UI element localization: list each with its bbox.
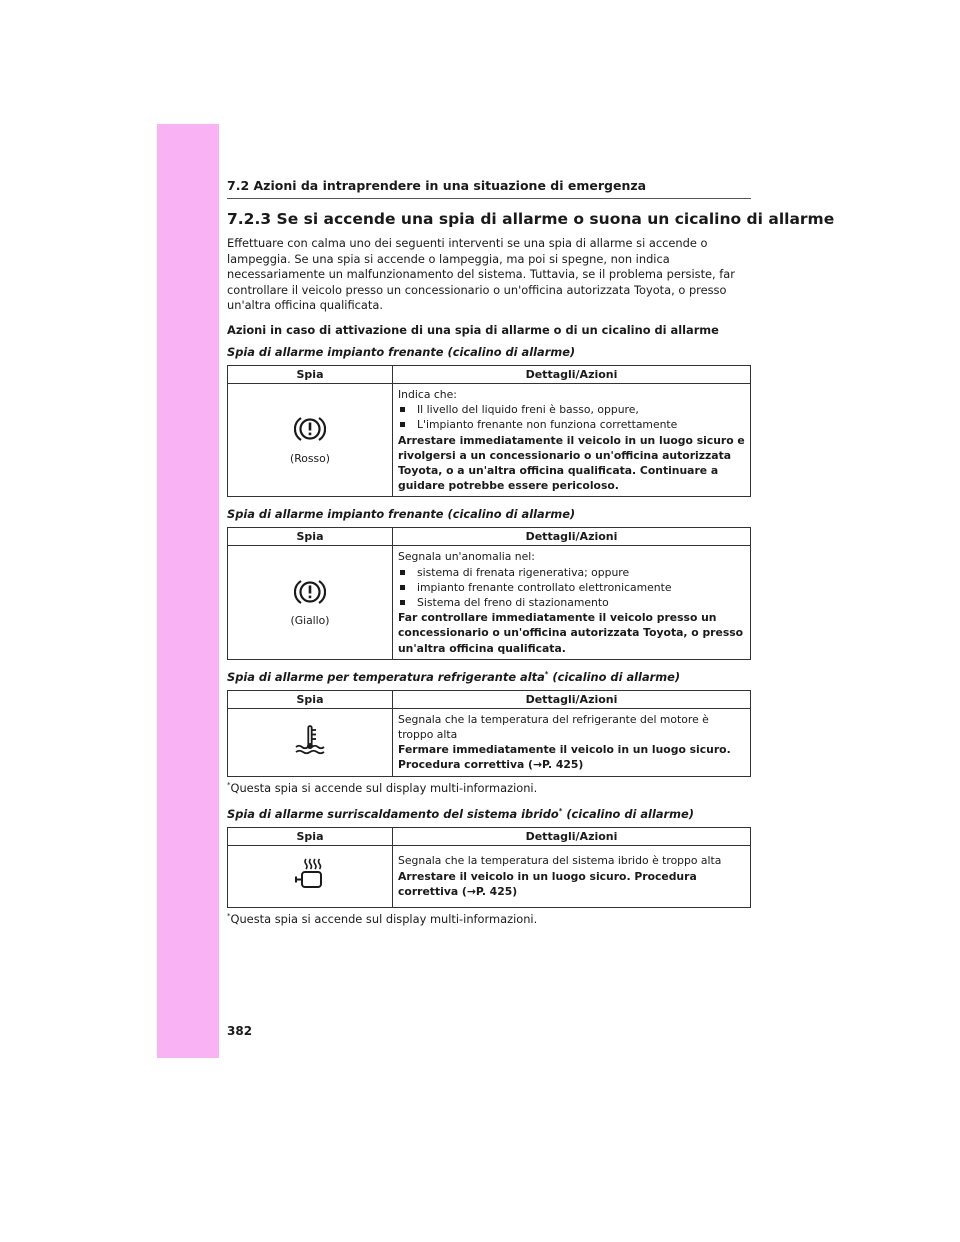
- action-text: Far controllare immediatamente il veicolo presso un concessionario o un'officina autorizzata Toyota, o presso un'altra officina qualificata.: [398, 611, 744, 655]
- table-row: [228, 845, 751, 907]
- col-header-details: Dettagli/Azioni: [393, 827, 751, 845]
- col-header-spia: Spia: [228, 690, 393, 708]
- icon-cell: [228, 708, 393, 776]
- table-caption-brake-red: Spia di allarme impianto frenante (cicalino di allarme): [227, 344, 576, 359]
- brake-red-table: [227, 365, 751, 497]
- page-reference-link[interactable]: →P. 425: [466, 884, 513, 898]
- list-item: sistema di frenata rigenerativa; oppure: [398, 565, 745, 580]
- details-cell: [393, 383, 751, 496]
- col-header-spia: Spia: [228, 827, 393, 845]
- hybrid-overheat-icon: [293, 857, 327, 895]
- section-header: 7.2 Azioni da intraprendere in una situazione di emergenza: [227, 178, 751, 199]
- brake-yellow-table: [227, 527, 751, 659]
- page-content: [227, 178, 835, 938]
- col-header-spia: Spia: [228, 365, 393, 383]
- hybrid-overheat-table: [227, 827, 751, 908]
- action-text: Arrestare il veicolo in un luogo sicuro. Procedura correttiva (→P. 425): [398, 869, 697, 898]
- page-reference-link[interactable]: →P. 425: [533, 758, 579, 772]
- action-text: Arrestare immediatamente il veicolo in un luogo sicuro e rivolgersi a un concessionario o un'officina autorizzata Toyota, o a un'altra officina qualificata. Continuare a guidare potrebbe essere pericoloso.: [398, 433, 745, 493]
- table-row: [228, 708, 751, 776]
- col-header-details: Dettagli/Azioni: [393, 528, 751, 546]
- details-text: Segnala che la temperatura del sistema ibrido è troppo alta: [398, 854, 722, 868]
- icon-color-label: (Giallo): [290, 614, 330, 628]
- page-number: 382: [227, 1024, 253, 1038]
- footnote: *Questa spia si accende sul display multi-informazioni.: [227, 911, 538, 926]
- icon-cell: [228, 383, 393, 496]
- details-cell: [393, 845, 751, 907]
- col-header-spia: Spia: [228, 528, 393, 546]
- col-header-details: Dettagli/Azioni: [393, 690, 751, 708]
- table-caption-coolant: Spia di allarme per temperatura refrigerante alta* (cicalino di allarme): [227, 669, 681, 684]
- details-text: Segnala che la temperatura del refrigerante del motore è troppo alta: [398, 712, 709, 742]
- icon-cell: [228, 546, 393, 659]
- chapter-sidebar-tab: [157, 124, 219, 1058]
- brake-warning-icon: [294, 414, 326, 448]
- icon-cell: [228, 845, 393, 907]
- col-header-details: Dettagli/Azioni: [393, 365, 751, 383]
- footnote: *Questa spia si accende sul display multi-informazioni.: [227, 780, 538, 795]
- intro-paragraph: Effettuare con calma uno dei seguenti interventi se una spia di allarme si accende o lampeggia. Se una spia si accende o lampeggia, ma poi si spegne, non indica necessariamente un malfunzionamento del sistema. Tuttavia, se il problema persiste, far controllare il veicolo presso un concessionario o un'officina autorizzata Toyota, o presso un'altra officina qualificata.: [227, 236, 735, 313]
- coolant-temperature-icon: [293, 724, 327, 760]
- table-row: [228, 383, 751, 496]
- icon-color-label: (Rosso): [290, 451, 330, 465]
- table-caption-hybrid: Spia di allarme surriscaldamento del sistema ibrido* (cicalino di allarme): [227, 806, 694, 821]
- details-lead: Indica che:: [398, 387, 457, 401]
- details-cell: [393, 708, 751, 776]
- page-title: 7.2.3 Se si accende una spia di allarme o suona un cicalino di allarme: [227, 210, 835, 228]
- action-text: Fermare immediatamente il veicolo in un luogo sicuro. Procedura correttiva (→P. 425): [398, 743, 731, 772]
- details-lead: Segnala un'anomalia nel:: [398, 550, 535, 564]
- list-item: Sistema del freno di stazionamento: [398, 595, 745, 610]
- table-row: [228, 546, 751, 659]
- details-cell: [393, 546, 751, 659]
- coolant-table: [227, 690, 751, 777]
- brake-warning-icon: [294, 577, 326, 611]
- subheading: Azioni in caso di attivazione di una spia di allarme o di un cicalino di allarme: [227, 322, 719, 337]
- list-item: impianto frenante controllato elettronicamente: [398, 580, 745, 595]
- list-item: Il livello del liquido freni è basso, oppure,: [398, 402, 745, 417]
- list-item: L'impianto frenante non funziona correttamente: [398, 417, 745, 432]
- table-caption-brake-yellow: Spia di allarme impianto frenante (cicalino di allarme): [227, 507, 576, 522]
